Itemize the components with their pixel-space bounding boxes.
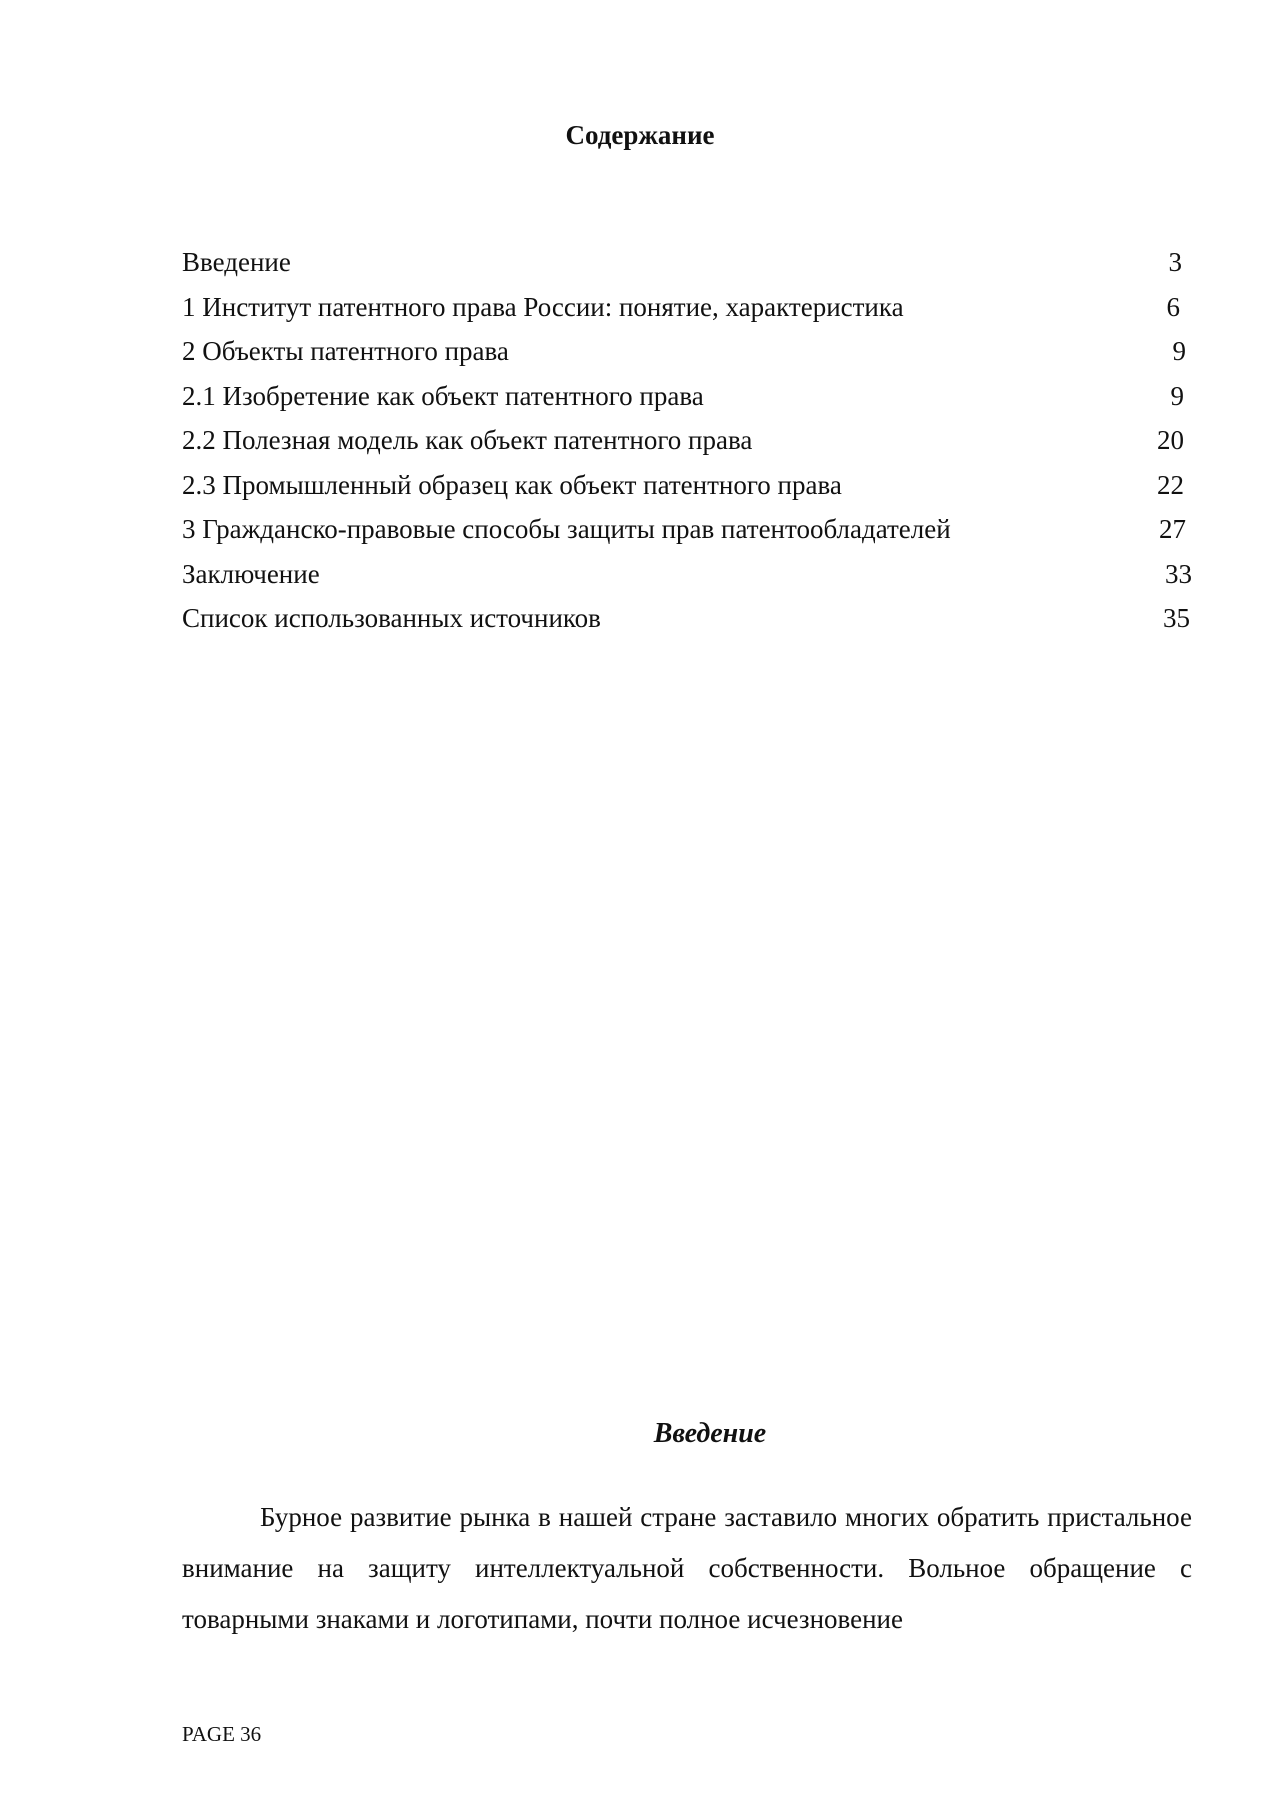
toc-item-title: 2.1 Изобретение как объект патентного права	[182, 380, 704, 411]
table-of-contents	[182, 240, 1190, 641]
toc-item-title: 3 Гражданско-правовые способы защиты прав патентообладателей	[182, 514, 951, 544]
intro-heading: Введение	[653, 1418, 767, 1449]
toc-item[interactable]	[182, 463, 1190, 508]
toc-heading: Содержание	[565, 120, 715, 150]
toc-item[interactable]	[182, 374, 1190, 419]
toc-item-title: Заключение	[182, 558, 320, 589]
toc-item-page: 3	[1168, 247, 1182, 277]
toc-item[interactable]	[182, 507, 1190, 552]
page-footer: PAGE 36	[182, 1722, 262, 1746]
toc-item-page: 6	[1166, 291, 1180, 322]
toc-item-title: Введение	[182, 247, 291, 277]
toc-item-title: 2.3 Промышленный образец как объект патентного права	[182, 469, 842, 500]
toc-item-title: Список использованных источников	[182, 603, 601, 633]
toc-item-title: 2 Объекты патентного права	[182, 336, 509, 366]
toc-item[interactable]	[182, 329, 1190, 374]
toc-item-title: 1 Институт патентного права России: понятие, характеристика	[182, 291, 904, 322]
toc-item-title: 2.2 Полезная модель как объект патентного права	[182, 425, 753, 455]
toc-item[interactable]	[182, 552, 1190, 597]
toc-item-page: 27	[1159, 514, 1186, 544]
intro-paragraph: Бурное развитие рынка в нашей стране заставило многих обратить пристальное внимание на защиту интеллектуальной собственности. Вольное обращение с товарными знаками и логотипами, почти полное исчезновение	[182, 1502, 1192, 1634]
toc-item-page: 22	[1157, 469, 1184, 500]
toc-item[interactable]	[182, 240, 1190, 285]
toc-item-page: 20	[1157, 425, 1184, 455]
toc-item[interactable]	[182, 596, 1190, 641]
toc-item-page: 33	[1165, 558, 1192, 589]
toc-item-page: 9	[1170, 380, 1184, 411]
toc-item-page: 35	[1163, 603, 1190, 633]
toc-item-page: 9	[1172, 336, 1186, 366]
toc-item[interactable]	[182, 418, 1190, 463]
toc-item[interactable]	[182, 285, 1190, 330]
